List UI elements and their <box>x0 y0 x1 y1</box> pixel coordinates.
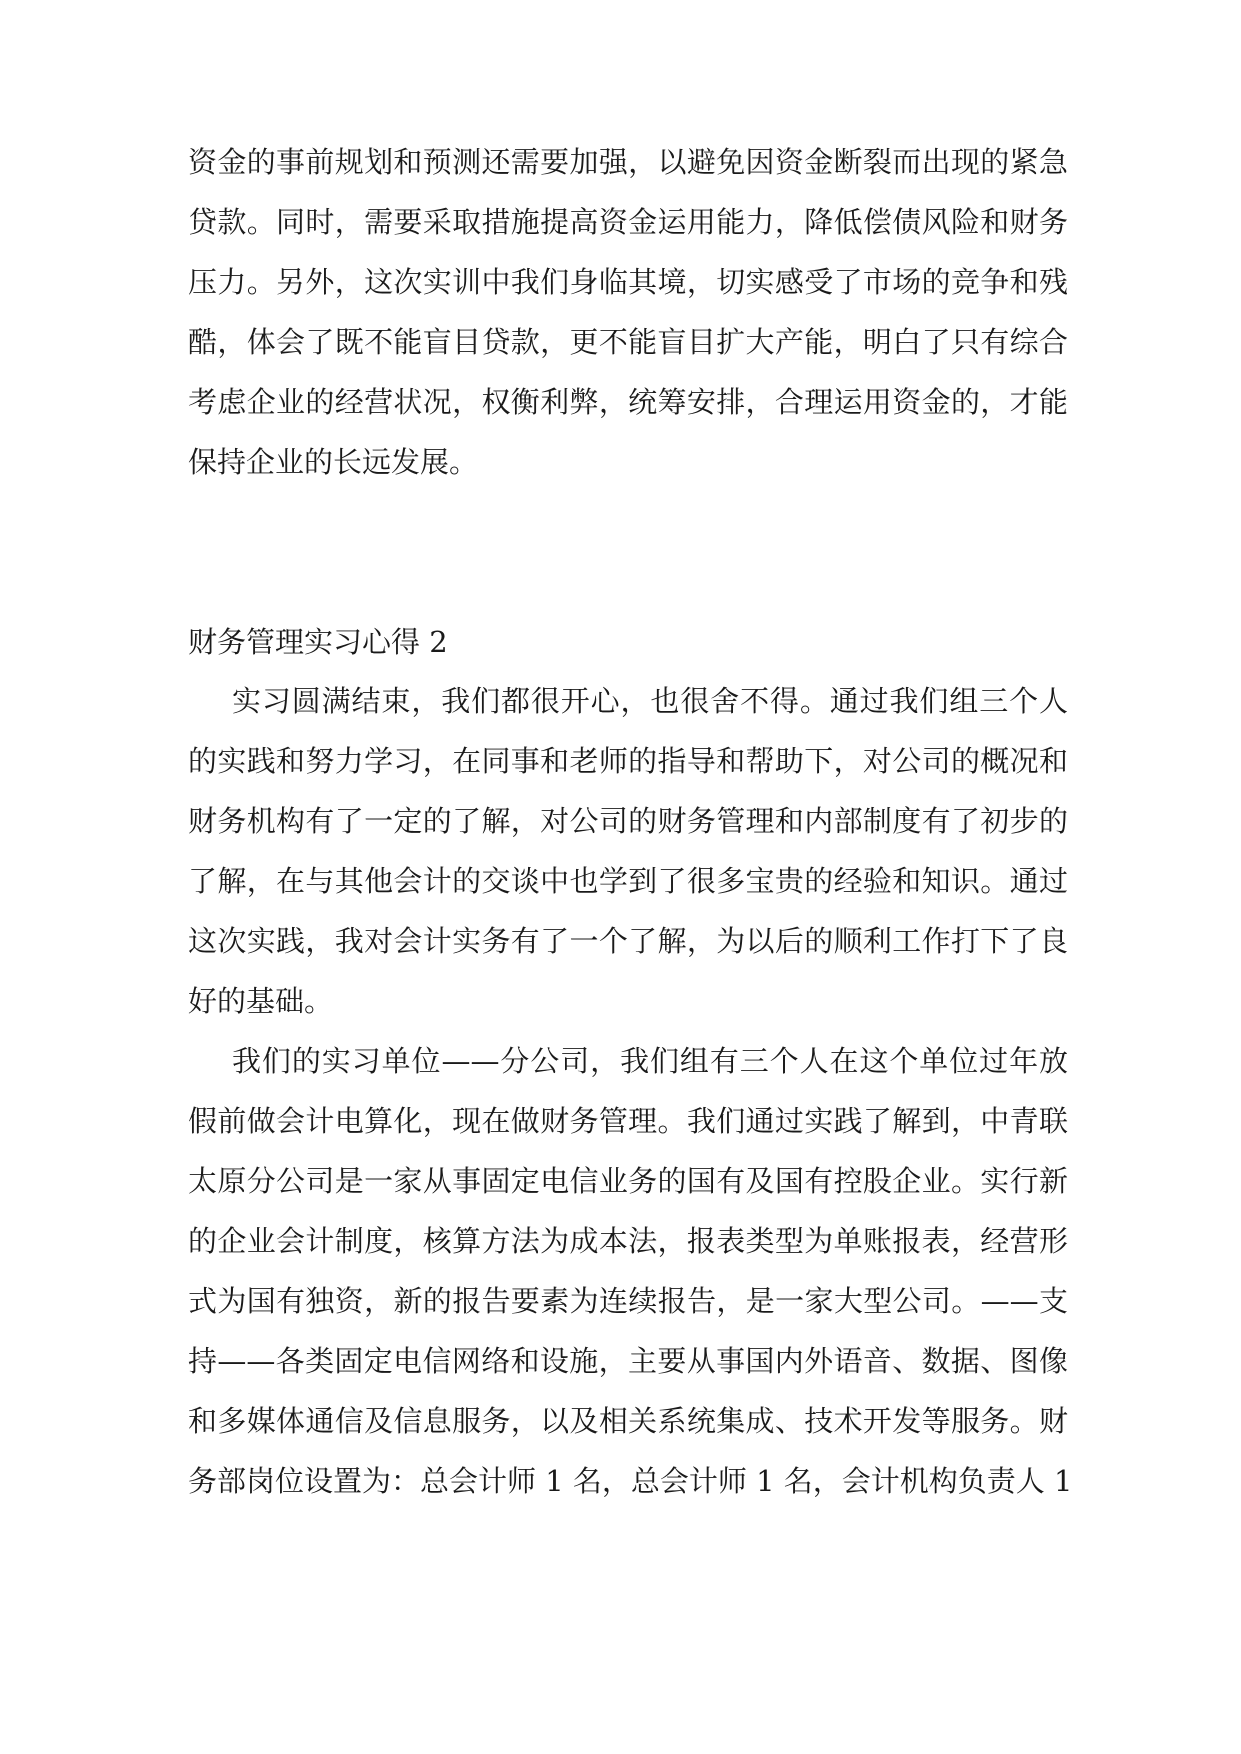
paragraph-line: 的实践和努力学习，在同事和老师的指导和帮助下，对公司的概况和 <box>188 744 1068 778</box>
paragraph-line: 太原分公司是一家从事固定电信业务的国有及国有控股企业。实行新 <box>188 1164 1068 1198</box>
paragraph-line: 式为国有独资，新的报告要素为连续报告，是一家大型公司。——支 <box>188 1284 1068 1318</box>
paragraph-line: 这次实践，我对会计实务有了一个了解，为以后的顺利工作打下了良 <box>188 924 1068 958</box>
section-heading: 财务管理实习心得 2 <box>188 625 448 659</box>
paragraph-line: 的企业会计制度，核算方法为成本法，报表类型为单账报表，经营形 <box>188 1224 1068 1258</box>
paragraph-line: 财务机构有了一定的了解，对公司的财务管理和内部制度有了初步的 <box>188 804 1068 838</box>
paragraph-line: 酷，体会了既不能盲目贷款，更不能盲目扩大产能，明白了只有综合 <box>188 325 1068 359</box>
paragraph-line: 实习圆满结束，我们都很开心，也很舍不得。通过我们组三个人 <box>232 684 1068 718</box>
paragraph-line: 和多媒体通信及信息服务，以及相关系统集成、技术开发等服务。财 <box>188 1404 1068 1438</box>
paragraph-line: 压力。另外，这次实训中我们身临其境，切实感受了市场的竞争和残 <box>188 265 1068 299</box>
paragraph-line: 持——各类固定电信网络和设施，主要从事国内外语音、数据、图像 <box>188 1344 1068 1378</box>
section-continuation-paragraph <box>188 132 1068 492</box>
paragraph-line: 资金的事前规划和预测还需要加强，以避免因资金断裂而出现的紧急 <box>188 145 1068 179</box>
paragraph-internship-summary <box>188 671 1068 1031</box>
paragraph-line: 保持企业的长远发展。 <box>188 445 479 479</box>
paragraph-line: 考虑企业的经营状况，权衡利弊，统筹安排，合理运用资金的，才能 <box>188 385 1068 419</box>
paragraph-line: 务部岗位设置为：总会计师 1 名，总会计师 1 名，会计机构负责人 1 <box>188 1464 1073 1498</box>
paragraph-line: 好的基础。 <box>188 984 334 1018</box>
paragraph-line: 了解，在与其他会计的交谈中也学到了很多宝贵的经验和知识。通过 <box>188 864 1068 898</box>
paragraph-line: 贷款。同时，需要采取措施提高资金运用能力，降低偿债风险和财务 <box>188 205 1068 239</box>
paragraph-company-description <box>188 1031 1073 1511</box>
paragraph-line: 假前做会计电算化，现在做财务管理。我们通过实践了解到，中青联 <box>188 1104 1068 1138</box>
paragraph-line: 我们的实习单位——分公司，我们组有三个人在这个单位过年放 <box>232 1044 1068 1078</box>
